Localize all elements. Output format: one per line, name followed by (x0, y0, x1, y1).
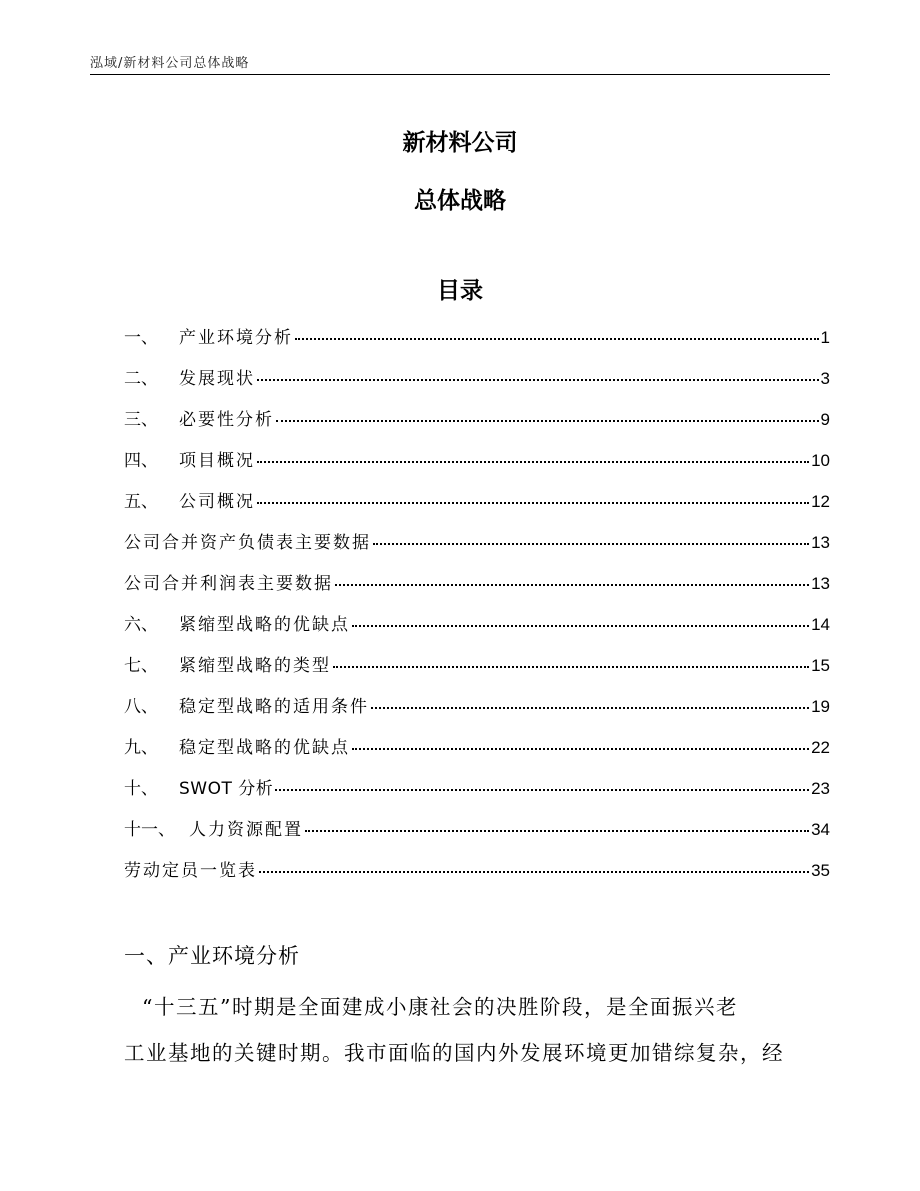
header-divider (90, 74, 830, 75)
toc-entry[interactable] (124, 488, 830, 529)
toc-entry-label: 产业环境分析 (179, 328, 293, 348)
toc-entry-label: 必要性分析 (179, 410, 274, 430)
toc-entry[interactable] (124, 447, 830, 488)
toc-leader-dots (305, 830, 809, 832)
toc-entry[interactable] (124, 570, 830, 611)
toc-entry-page: 15 (811, 656, 830, 675)
toc-entry[interactable] (124, 529, 830, 570)
toc-entry-page: 14 (811, 615, 830, 634)
toc-leader-dots (333, 666, 809, 668)
running-header: 泓域/新材料公司总体战略 (90, 56, 250, 71)
toc-entry-number: 七、 (124, 656, 158, 676)
toc-entry-number: 六、 (124, 615, 158, 635)
toc-entry-label: 紧缩型战略的类型 (179, 656, 331, 676)
toc-entry-number: 四、 (124, 451, 158, 471)
toc-leader-dots (371, 707, 809, 709)
toc-entry-label: 紧缩型战略的优缺点 (179, 615, 350, 635)
toc-entry[interactable] (124, 734, 830, 775)
toc-entry[interactable] (124, 611, 830, 652)
toc-entry-number: 九、 (124, 738, 158, 758)
toc-leader-dots (352, 625, 809, 627)
toc-entry-label: 公司概况 (179, 492, 255, 512)
toc-leader-dots (259, 871, 809, 873)
toc-leader-dots (276, 420, 819, 422)
toc-entry[interactable] (124, 775, 830, 816)
toc-entry-number: 二、 (124, 369, 158, 389)
toc-leader-dots (275, 789, 809, 791)
toc-entry-page: 9 (820, 410, 830, 429)
toc-entry-page: 3 (820, 369, 830, 388)
toc-entry-page: 1 (820, 328, 830, 347)
toc-entry-page: 13 (811, 533, 830, 552)
toc-leader-dots (295, 338, 819, 340)
toc-entry-page: 23 (811, 779, 830, 798)
toc-entry-page: 13 (811, 574, 830, 593)
toc-leader-dots (257, 379, 819, 381)
toc-entry[interactable] (124, 324, 830, 365)
toc-entry[interactable] (124, 857, 830, 898)
table-of-contents (124, 324, 830, 898)
toc-entry-number: 三、 (124, 410, 158, 430)
toc-leader-dots (352, 748, 809, 750)
toc-entry-label: 公司合并资产负债表主要数据 (124, 533, 371, 553)
document-subtitle: 总体战略 (414, 188, 506, 214)
toc-entry-label: 稳定型战略的优缺点 (179, 738, 350, 758)
toc-entry-number: 一、 (124, 328, 158, 348)
toc-leader-dots (335, 584, 809, 586)
toc-entry[interactable] (124, 693, 830, 734)
toc-entry-page: 12 (811, 492, 830, 511)
toc-entry[interactable] (124, 816, 830, 857)
toc-entry-page: 19 (811, 697, 830, 716)
toc-entry-number: 八、 (124, 697, 158, 717)
paragraph-line: “十三五”时期是全面建成小康社会的决胜阶段，是全面振兴老 (142, 995, 738, 1019)
toc-entry-label: 公司合并利润表主要数据 (124, 574, 333, 594)
toc-entry-page: 35 (811, 861, 830, 880)
section-heading: 一、产业环境分析 (124, 944, 300, 968)
toc-entry-page: 34 (811, 820, 830, 839)
toc-entry-page: 10 (811, 451, 830, 470)
toc-entry-number: 五、 (124, 492, 158, 512)
toc-entry-label: 稳定型战略的适用条件 (179, 697, 369, 717)
toc-entry[interactable] (124, 652, 830, 693)
toc-entry-number: 十一、 (124, 820, 175, 840)
toc-entry-label: 劳动定员一览表 (124, 861, 257, 881)
toc-entry-number: 十、 (124, 779, 158, 799)
toc-entry[interactable] (124, 406, 830, 447)
toc-entry-label: SWOT 分析 (179, 779, 274, 799)
toc-entry-page: 22 (811, 738, 830, 757)
toc-entry-label: 人力资源配置 (189, 820, 303, 840)
paragraph-line: 工业基地的关键时期。我市面临的国内外发展环境更加错综复杂，经 (124, 1041, 784, 1065)
toc-heading: 目录 (437, 278, 483, 304)
toc-leader-dots (257, 502, 809, 504)
toc-entry[interactable] (124, 365, 830, 406)
body-paragraph (124, 984, 830, 1076)
toc-entry-label: 项目概况 (179, 451, 255, 471)
toc-entry-label: 发展现状 (179, 369, 255, 389)
toc-leader-dots (257, 461, 809, 463)
document-title: 新材料公司 (402, 130, 518, 156)
toc-leader-dots (373, 543, 809, 545)
